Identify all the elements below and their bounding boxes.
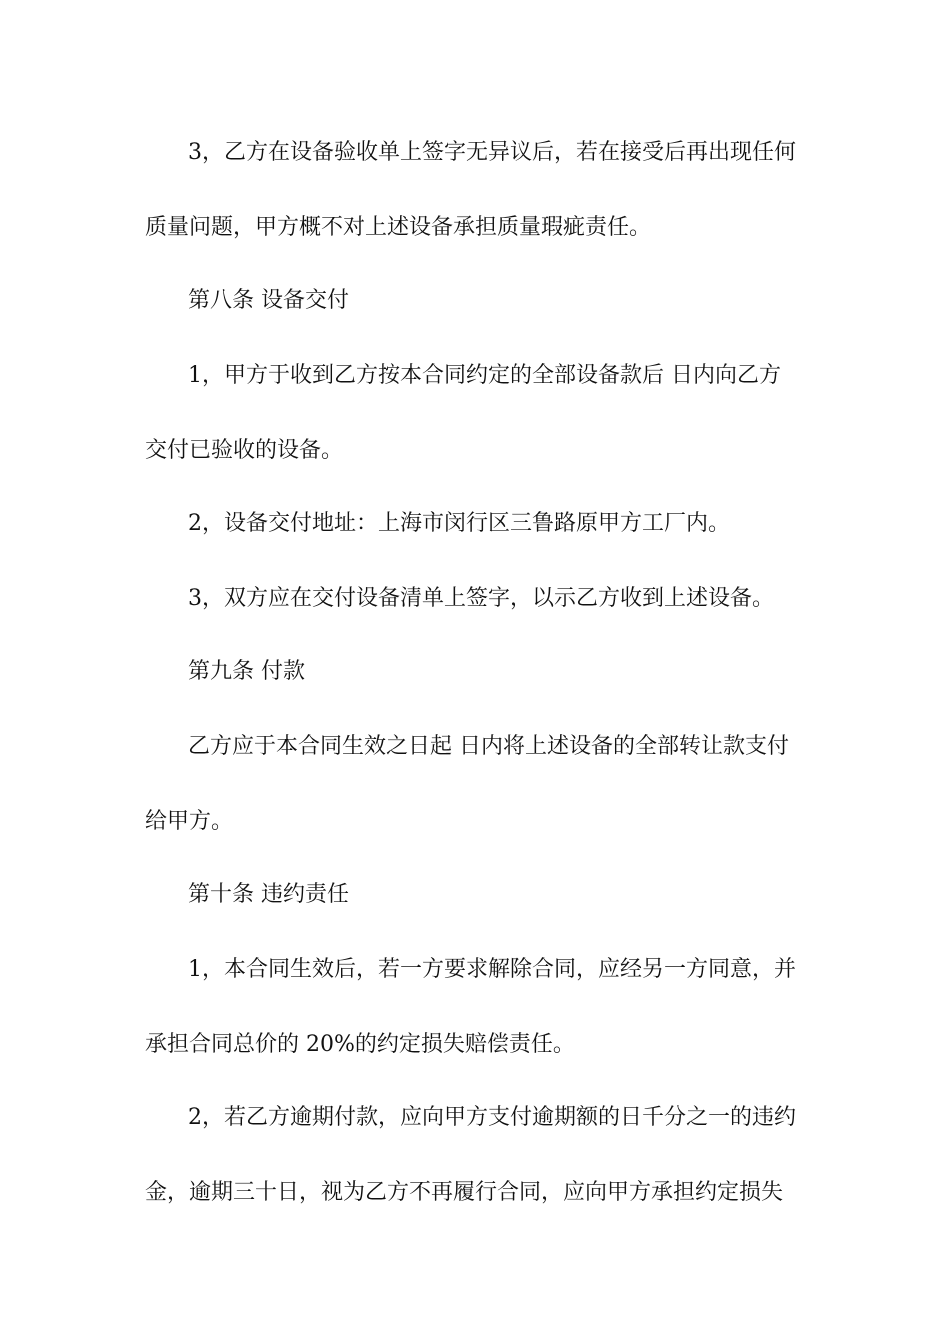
paragraph-line: 1，甲方于收到乙方按本合同约定的全部设备款后 日内向乙方 — [188, 363, 781, 388]
paragraph-line: 给甲方。 — [145, 809, 234, 834]
paragraph-line: 交付已验收的设备。 — [145, 438, 344, 463]
paragraph-line: 3，双方应在交付设备清单上签字，以示乙方收到上述设备。 — [188, 586, 774, 611]
paragraph-line: 承担合同总价的 20%的约定损失赔偿责任。 — [145, 1032, 575, 1057]
paragraph-line: 3，乙方在设备验收单上签字无异议后，若在接受后再出现任何 — [188, 140, 796, 165]
paragraph-line: 质量问题，甲方概不对上述设备承担质量瑕疵责任。 — [145, 215, 652, 240]
section-heading: 第八条 设备交付 — [188, 288, 349, 313]
section-heading: 第十条 违约责任 — [188, 882, 349, 907]
paragraph-line: 2，若乙方逾期付款，应向甲方支付逾期额的日千分之一的违约 — [188, 1105, 796, 1130]
paragraph-line: 1，本合同生效后，若一方要求解除合同，应经另一方同意，并 — [188, 957, 796, 982]
paragraph-line: 金，逾期三十日，视为乙方不再履行合同，应向甲方承担约定损失 — [145, 1180, 784, 1205]
paragraph-line: 2，设备交付地址：上海市闵行区三鲁路原甲方工厂内。 — [188, 511, 730, 536]
paragraph-line: 乙方应于本合同生效之日起 日内将上述设备的全部转让款支付 — [188, 734, 789, 759]
section-heading: 第九条 付款 — [188, 659, 305, 684]
